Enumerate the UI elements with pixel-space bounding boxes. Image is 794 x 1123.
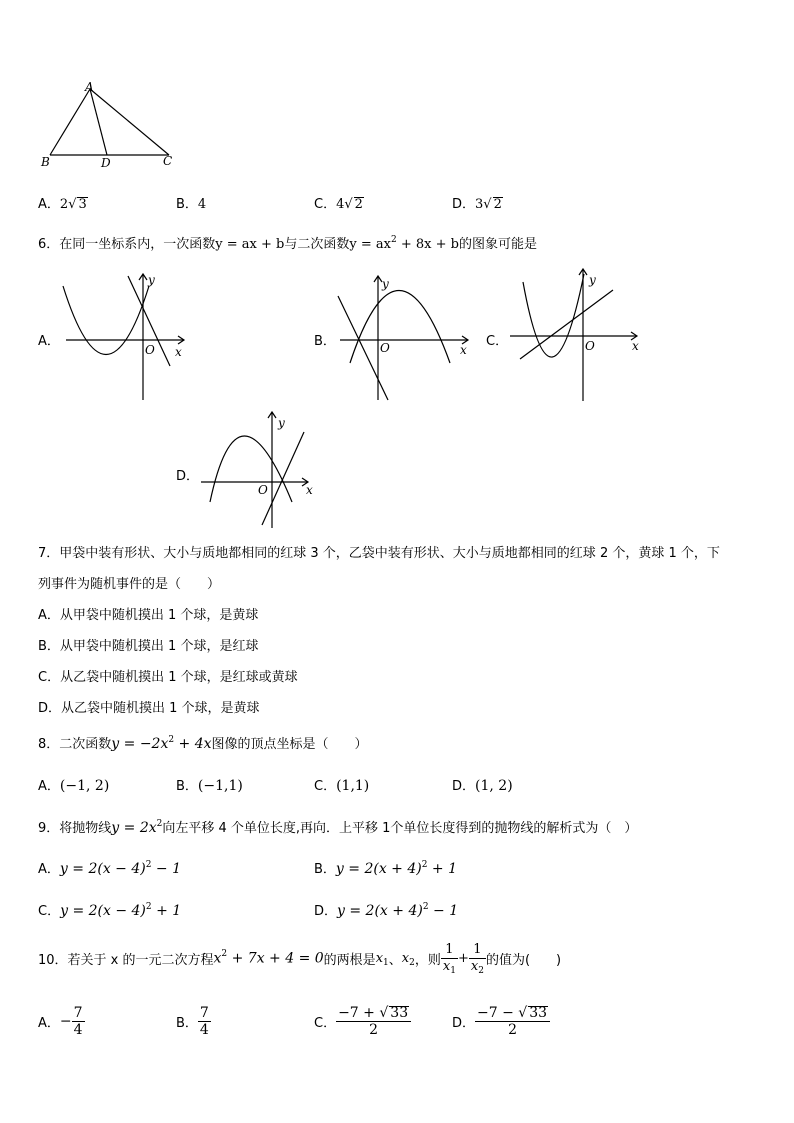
q5-option-c[interactable]: C．4√ 2 xyxy=(314,197,363,212)
q6b-origin-label: O xyxy=(380,341,390,355)
q10-option-c[interactable]: C． $\frac{-7 + √ 33}{2}$ xyxy=(314,1005,411,1038)
q8-option-b[interactable]: B．(−1,1) xyxy=(176,778,243,794)
q7-stem-line2: 列事件为随机事件的是（ ） xyxy=(38,577,221,592)
q8-stem: 8．二次函数$y = -2x^2 + 4x$图像的顶点坐标是（ ） xyxy=(38,735,368,752)
q9-stem: 9．将抛物线$y = 2x^2$向左平移 4 个单位长度,再向．上平移 1个单位长度得到的抛物线的解析式为（ ） xyxy=(38,819,638,836)
vertex-d-label: D xyxy=(101,156,111,170)
q6c-x-label: x xyxy=(632,339,639,353)
q6-option-b-label[interactable]: B． xyxy=(314,334,336,349)
q5-option-d[interactable]: D．3√ 2 xyxy=(452,197,502,212)
q10-option-d[interactable]: D． $\frac{-7 - √ 33}{2}$ xyxy=(452,1005,550,1038)
q10-stem: 10．若关于 x 的一元二次方程$x^2 + 7x + 4 = 0$的两根是$x_1$、$x_2$，则 $\frac{1}{x_1}$ + $\frac{1}{x_2}$ 的值为( ) xyxy=(38,942,562,976)
q6-option-c-label[interactable]: C． xyxy=(486,334,509,349)
q8-option-a[interactable]: A．(−1, 2) xyxy=(38,778,110,794)
q9-option-c[interactable]: C．$y = 2(x - 4)^2 + 1$ xyxy=(38,902,182,919)
q6a-y-label: y xyxy=(148,273,155,287)
q6b-y-label: y xyxy=(382,277,389,291)
q6-option-d-label[interactable]: D． xyxy=(176,469,200,484)
q6d-y-label: y xyxy=(278,416,285,430)
q6d-x-label: x xyxy=(306,483,313,497)
q9-option-d[interactable]: D．$y = 2(x + 4)^2 - 1$ xyxy=(314,902,459,919)
q6-graph-d[interactable] xyxy=(196,410,326,530)
vertex-b-label: B xyxy=(41,155,50,169)
vertex-c-label: C xyxy=(163,154,173,168)
q6b-x-label: x xyxy=(460,343,467,357)
q6c-origin-label: O xyxy=(585,339,595,353)
q6a-x-label: x xyxy=(175,345,182,359)
q7-option-b[interactable]: B．从甲袋中随机摸出 1 个球，是红球 xyxy=(38,639,259,654)
vertex-a-label: A xyxy=(85,80,94,94)
q10-option-b[interactable]: B． $\frac{7}{4}$ xyxy=(176,1005,209,1038)
q5-option-a[interactable]: A．2√ 3 xyxy=(38,197,87,212)
q7-option-d[interactable]: D．从乙袋中随机摸出 1 个球，是黄球 xyxy=(38,701,260,716)
q6a-origin-label: O xyxy=(145,343,155,357)
q9-option-a[interactable]: A．$y = 2(x - 4)^2 - 1$ xyxy=(38,860,181,877)
triangle-figure xyxy=(38,80,188,175)
q7-option-a[interactable]: A．从甲袋中随机摸出 1 个球，是黄球 xyxy=(38,608,259,623)
q6c-y-label: y xyxy=(589,273,596,287)
q6-graph-a[interactable] xyxy=(58,268,198,408)
q7-option-c[interactable]: C．从乙袋中随机摸出 1 个球，是红球或黄球 xyxy=(38,670,298,685)
q6-option-a-label[interactable]: A． xyxy=(38,334,60,349)
q8-option-d[interactable]: D．(1, 2) xyxy=(452,778,513,794)
q6d-origin-label: O xyxy=(258,483,268,497)
q5-option-b[interactable]: B．4 xyxy=(176,197,207,212)
q6-stem: 6．在同一坐标系内，一次函数y = ax + b与二次函数$y = ax^2 + 8x + b$的图象可能是 xyxy=(38,235,537,252)
q6-graph-c[interactable] xyxy=(505,264,645,404)
q10-option-a[interactable]: A．− $\frac{7}{4}$ xyxy=(38,1005,83,1038)
q7-stem-line1: 7．甲袋中装有形状、大小与质地都相同的红球 3 个，乙袋中装有形状、大小与质地都相同的红球 2 个，黄球 1 个，下 xyxy=(38,546,720,561)
q6-graph-b[interactable] xyxy=(330,268,475,408)
q8-option-c[interactable]: C．(1,1) xyxy=(314,778,370,794)
q9-option-b[interactable]: B．$y = 2(x + 4)^2 + 1$ xyxy=(314,860,458,877)
